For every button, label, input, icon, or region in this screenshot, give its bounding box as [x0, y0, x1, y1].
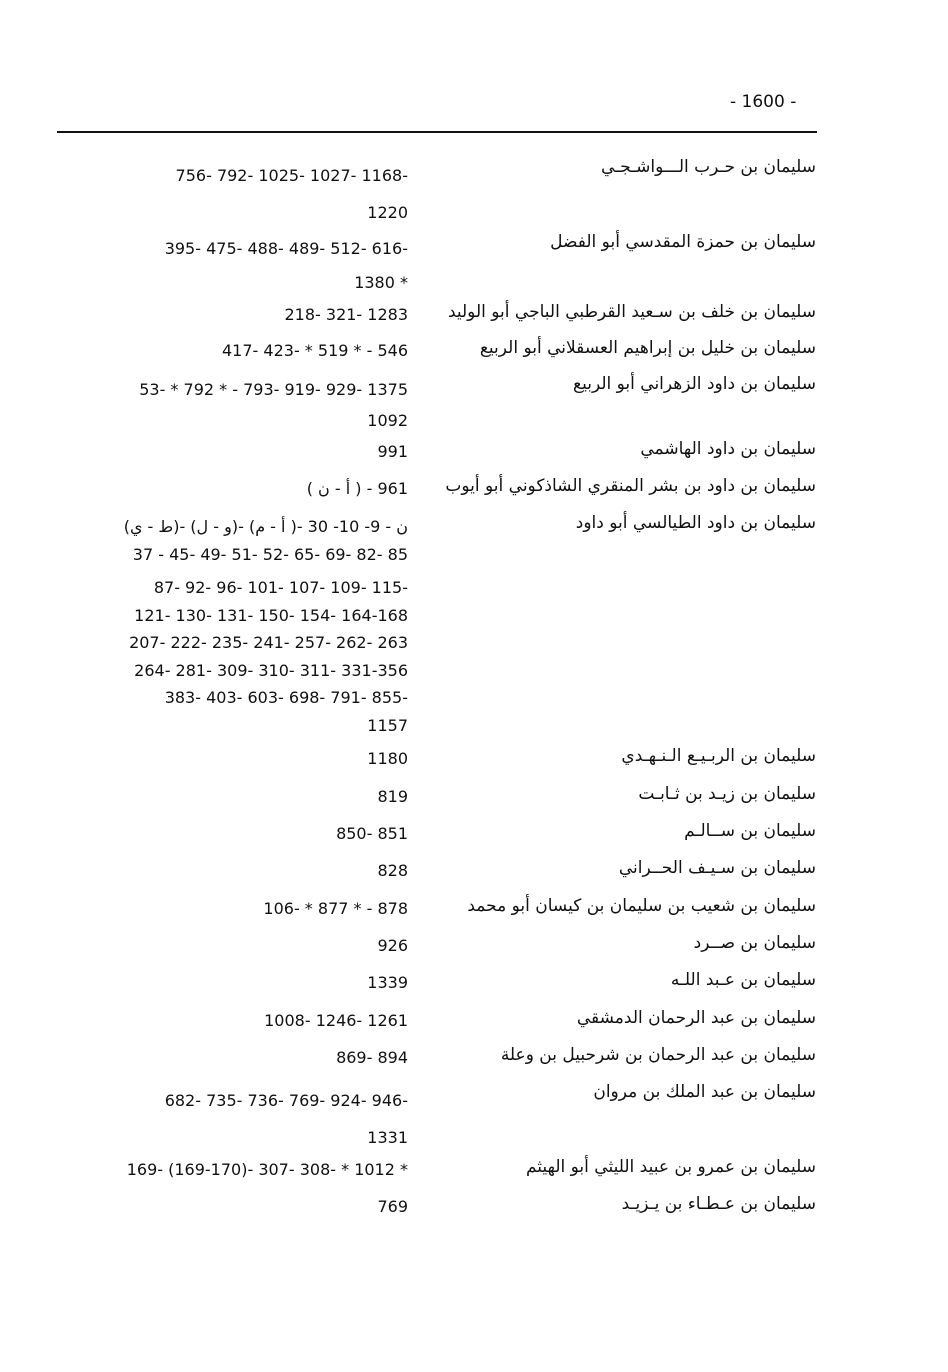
page-number: - 1600 -: [730, 92, 797, 112]
entry-name: سليمان بن خليل بن إبراهيم العسقلاني أبو الربيع: [479, 338, 816, 358]
entry-name: سليمان بن داود بن بشر المنقري الشاذكوني أبو أيوب: [445, 476, 816, 496]
entry-name: سليمان بن عبد الرحمان الدمشقي: [576, 1008, 816, 1028]
entry-refs: [367, 970, 408, 996]
entry-name: سليمان بن زيـد بن ثـابـت: [638, 784, 816, 804]
refs-line: 682- 735- 736- 769- 924- 946-: [164, 1091, 408, 1110]
refs-line: 1339: [367, 973, 408, 992]
header-rule: [57, 131, 817, 133]
refs-line: 264- 281- 309- 310- 311- 331-356: [134, 660, 408, 680]
refs-line: 37 - 45- 49- 51- 52- 65- 69- 82- 85: [132, 544, 408, 564]
refs-line: 991: [377, 442, 408, 461]
entry-name: سليمان بن صــرد: [693, 933, 816, 953]
entry-name: سليمان بن عـبد اللـه: [670, 970, 816, 990]
refs-line: 87- 92- 96- 101- 107- 109- 115-: [153, 578, 408, 597]
entry-refs: [165, 232, 408, 300]
refs-line: 850- 851: [336, 824, 408, 843]
entry-refs: [284, 302, 408, 328]
refs-line: 828: [377, 861, 408, 880]
refs-line: 869- 894: [336, 1048, 408, 1067]
entry-refs: [263, 896, 408, 922]
entry-refs: [336, 821, 408, 847]
entry-refs: [367, 746, 408, 772]
refs-line: ( أ - ن ) - 961: [306, 479, 408, 498]
entry-name: سليمان بن ســالـم: [684, 821, 816, 841]
entry-refs: [377, 439, 408, 465]
entry-refs: [176, 157, 408, 231]
refs-line: (ط - ي)- (و - ل)- (أ - م )- ن - 9- 10- 30: [123, 517, 408, 536]
entry-name: سليمان بن خلف بن سـعيد القرطبي الباجي أبو الوليد: [447, 302, 816, 322]
entry-refs: [377, 784, 408, 810]
entry-refs: [127, 1157, 408, 1183]
entry-refs: [222, 338, 408, 364]
refs-line: 121- 130- 131- 150- 154- 164-168: [134, 605, 408, 625]
entry-name: سليمان بن داود الزهراني أبو الربيع: [573, 374, 816, 394]
entry-name: سليمان بن عبد الملك بن مروان: [593, 1082, 816, 1102]
refs-line: 1220: [367, 203, 408, 222]
refs-line: 218- 321- 1283: [284, 305, 408, 324]
entry-name: سليمان بن الربـيـع الـنـهـدي: [621, 746, 816, 766]
entry-name: سليمان بن حمزة المقدسي أبو الفضل: [550, 232, 816, 252]
refs-line: 1380 *: [354, 273, 408, 292]
refs-line: 383- 403- 603- 698- 791- 855-: [164, 688, 408, 707]
entry-name: سليمان بن عمرو بن عبيد الليثي أبو الهيثم: [525, 1157, 816, 1177]
refs-line: 169- (169-170)- 307- 308- * 1012 *: [126, 1160, 408, 1179]
refs-line: 1008- 1246- 1261: [264, 1011, 408, 1030]
refs-line: 769: [377, 1197, 408, 1216]
entry-refs: [336, 1045, 408, 1071]
entry-name: سليمان بن داود الطيالسي أبو داود: [575, 513, 816, 533]
refs-line: 417- 423- * 519 * - 546: [222, 341, 408, 360]
entry-refs: [377, 933, 408, 959]
entry-refs: [124, 513, 408, 739]
entry-refs: [377, 858, 408, 884]
entry-refs: [264, 1008, 408, 1034]
refs-line: 53- * 792 * - 793- 919- 929- 1375: [139, 380, 408, 399]
refs-line: 1092: [367, 411, 408, 430]
refs-line: 1180: [367, 749, 408, 768]
refs-line: 106- * 877 * - 878: [263, 899, 408, 918]
refs-line: 207- 222- 235- 241- 257- 262- 263: [129, 633, 408, 652]
entry-name: سليمان بن عـطـاء بن يـزيـد: [621, 1194, 816, 1214]
entry-name: سليمان بن عبد الرحمان بن شرحبيل بن وعلة: [500, 1045, 816, 1065]
refs-line: 756- 792- 1025- 1027- 1168-: [175, 166, 408, 185]
refs-line: 1331: [367, 1128, 408, 1147]
entry-name: سليمان بن داود الهاشمي: [640, 439, 816, 459]
entry-name: سليمان بن سـيـف الحــراني: [618, 858, 816, 878]
refs-line: 926: [377, 936, 408, 955]
entry-refs: [165, 1082, 408, 1156]
entry-refs: [307, 476, 408, 502]
entry-refs: [139, 374, 408, 436]
refs-line: 395- 475- 488- 489- 512- 616-: [164, 239, 408, 258]
entry-name: سليمان بن شعيب بن سليمان بن كيسان أبو محمد: [467, 896, 816, 916]
entry-name: سليمان بن حـرب الـــواشـجـي: [601, 157, 816, 177]
entry-refs: [377, 1194, 408, 1220]
refs-line: 819: [377, 787, 408, 806]
refs-line: 1157: [367, 715, 408, 735]
